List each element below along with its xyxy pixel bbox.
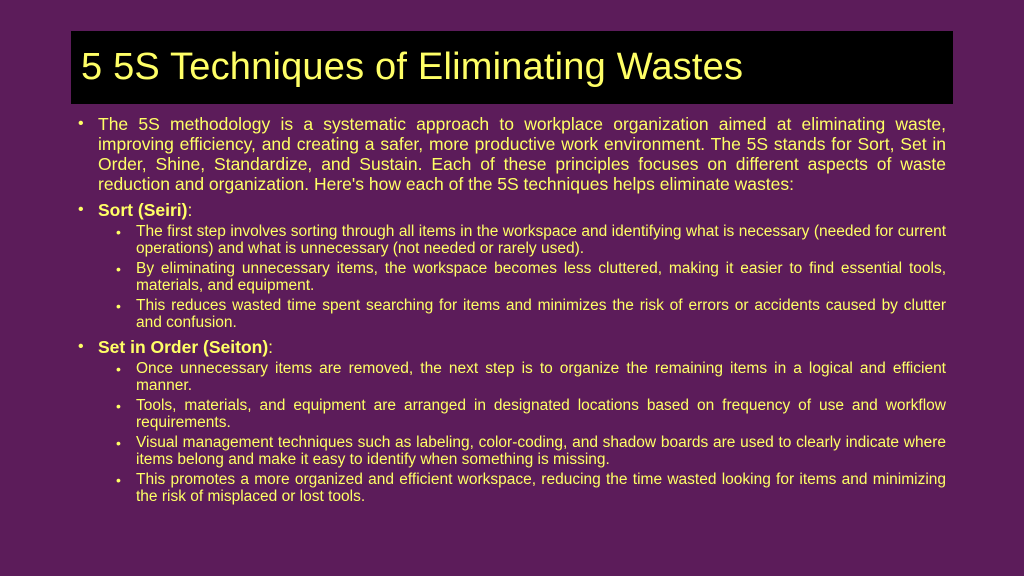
section-sort [78,200,946,220]
sub-bullet-text: This reduces wasted time spent searching for items and minimizes the risk of errors or accidents caused by clutter and confusion. [136,297,946,331]
bullet-icon: • [116,224,121,240]
bullet-icon: • [116,261,121,277]
sub-bullet-text: By eliminating unnecessary items, the workspace becomes less cluttered, making it easier to find essential tools, materials, and equipment. [136,260,946,294]
sub-bullet-text: The first step involves sorting through all items in the workspace and identifying what is necessary (needed for current operations) and what is unnecessary (not needed or rarely used). [136,223,946,257]
sub-bullet [78,261,946,294]
sub-bullet-text: Tools, materials, and equipment are arranged in designated locations based on frequency of use and workflow requirements. [136,397,946,431]
heading-colon: : [187,200,193,220]
sub-bullet [78,398,946,431]
sub-bullet [78,298,946,331]
section-heading-sort: Sort (Seiri) [98,200,188,220]
sub-bullet-text: Visual management techniques such as labeling, color-coding, and shadow boards are used to clearly indicate where items belong and make it easy to identify when something is missing. [136,434,946,468]
bullet-icon: • [78,115,84,132]
sub-bullet [78,361,946,394]
intro-bullet [78,114,946,194]
bullet-icon: • [116,361,121,377]
bullet-icon: • [116,298,121,314]
title-bar [71,31,953,104]
bullet-icon: • [116,472,121,488]
bullet-icon: • [78,201,84,218]
bullet-icon: • [116,435,121,451]
sub-bullet [78,435,946,468]
section-set-in-order [78,337,946,357]
section-heading-set-in-order: Set in Order (Seiton) [98,337,269,357]
sub-bullet-text: Once unnecessary items are removed, the next step is to organize the remaining items in a logical and efficient manner. [136,360,946,394]
heading-colon: : [268,337,274,357]
slide-body [78,114,946,505]
bullet-icon: • [116,398,121,414]
sub-bullet-text: This promotes a more organized and efficient workspace, reducing the time wasted looking for items and minimizing the risk of misplaced or lost tools. [136,471,946,505]
sub-bullet [78,224,946,257]
sub-bullet [78,472,946,505]
intro-text: The 5S methodology is a systematic approach to workplace organization aimed at eliminating waste, improving efficiency, and creating a safer, more productive work environment. The 5S stands for Sort, Set in Order, Shine, Standardize, and Sustain. Each of these principles focuses on different aspects of waste reduction and organization. Here's how each of the 5S techniques helps eliminate wastes: [98,114,946,194]
slide-title: 5 5S Techniques of Eliminating Wastes [81,46,744,88]
bullet-icon: • [78,338,84,355]
